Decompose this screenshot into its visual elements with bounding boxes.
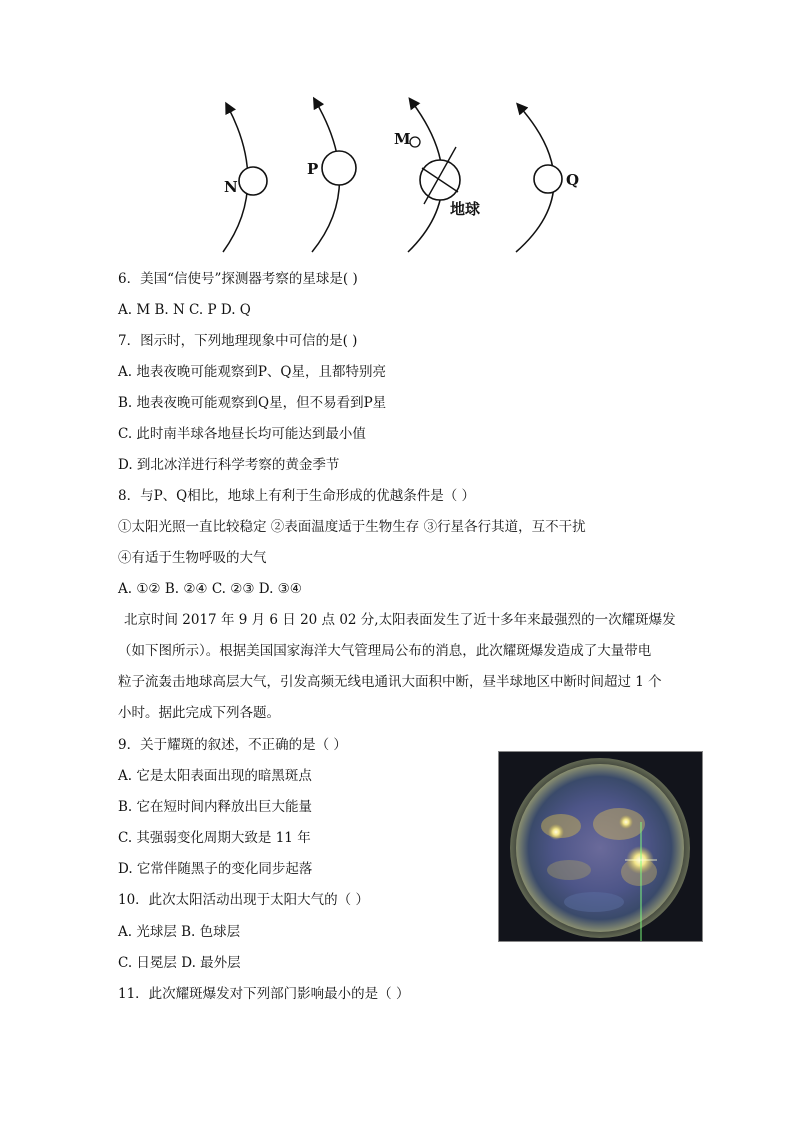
q10-stem: 10．此次太阳活动出现于太阳大气的（ ） — [118, 892, 369, 908]
q8-conditions-2: ④有适于生物呼吸的大气 — [118, 550, 267, 566]
q7-option-a: A. 地表夜晚可能观察到P、Q星，且都特别亮 — [118, 364, 386, 380]
q9-stem: 9．关于耀斑的叙述，不正确的是（ ） — [118, 737, 347, 753]
q10-options-ab: A. 光球层 B. 色球层 — [118, 924, 241, 940]
q6-stem: 6．美国“信使号”探测器考察的星球是( ) — [118, 271, 358, 287]
q7-stem: 7．图示时，下列地理现象中可信的是( ) — [118, 333, 358, 349]
q6-options: A. M B. N C. P D. Q — [118, 302, 251, 318]
q9-option-d: D. 它常伴随黑子的变化同步起落 — [118, 861, 313, 877]
planet-orbit-diagram — [190, 92, 610, 257]
q7-option-b: B. 地表夜晚可能观察到Q星，但不易看到P星 — [118, 395, 387, 411]
q9-option-b: B. 它在短时间内释放出巨大能量 — [118, 799, 313, 815]
label-q: Q — [566, 171, 580, 189]
passage-line-2: （如下图所示）。根据美国国家海洋大气管理局公布的消息，此次耀斑爆发造成了大量带电 — [118, 643, 652, 659]
planet-q — [534, 165, 562, 193]
q8-options: A. ①② B. ②④ C. ②③ D. ③④ — [118, 581, 302, 597]
solar-flare-image — [498, 751, 703, 942]
label-m: M — [394, 130, 411, 148]
sun-illustration — [499, 752, 702, 941]
q7-option-d: D. 到北冰洋进行科学考察的黄金季节 — [118, 457, 340, 473]
q11-stem: 11．此次耀斑爆发对下列部门影响最小的是（ ） — [118, 986, 410, 1002]
passage-line-1: 北京时间 2017 年 9 月 6 日 20 点 02 分,太阳表面发生了近十多年来最强烈的一次耀斑爆发 — [124, 612, 676, 628]
q8-stem: 8．与P、Q相比，地球上有利于生命形成的优越条件是（ ） — [118, 488, 476, 504]
label-earth: 地球 — [450, 200, 481, 218]
q9-option-c: C. 其强弱变化周期大致是 11 年 — [118, 830, 311, 846]
q10-options-cd: C. 日冕层 D. 最外层 — [118, 955, 241, 971]
q9-option-a: A. 它是太阳表面出现的暗黑斑点 — [118, 768, 312, 784]
label-p: P — [307, 160, 319, 178]
q8-conditions-1: ①太阳光照一直比较稳定 ②表面温度适于生物生存 ③行星各行其道，互不干扰 — [118, 519, 586, 535]
passage-line-4: 小时。据此完成下列各题。 — [118, 705, 280, 721]
label-n: N — [224, 178, 238, 196]
passage-line-3: 粒子流轰击地球高层大气，引发高频无线电通讯大面积中断，昼半球地区中断时间超过 1 个 — [118, 674, 662, 690]
planet-n — [239, 167, 267, 195]
planet-p — [322, 151, 356, 185]
moon-m — [410, 137, 420, 147]
q7-option-c: C. 此时南半球各地昼长均可能达到最小值 — [118, 426, 366, 442]
